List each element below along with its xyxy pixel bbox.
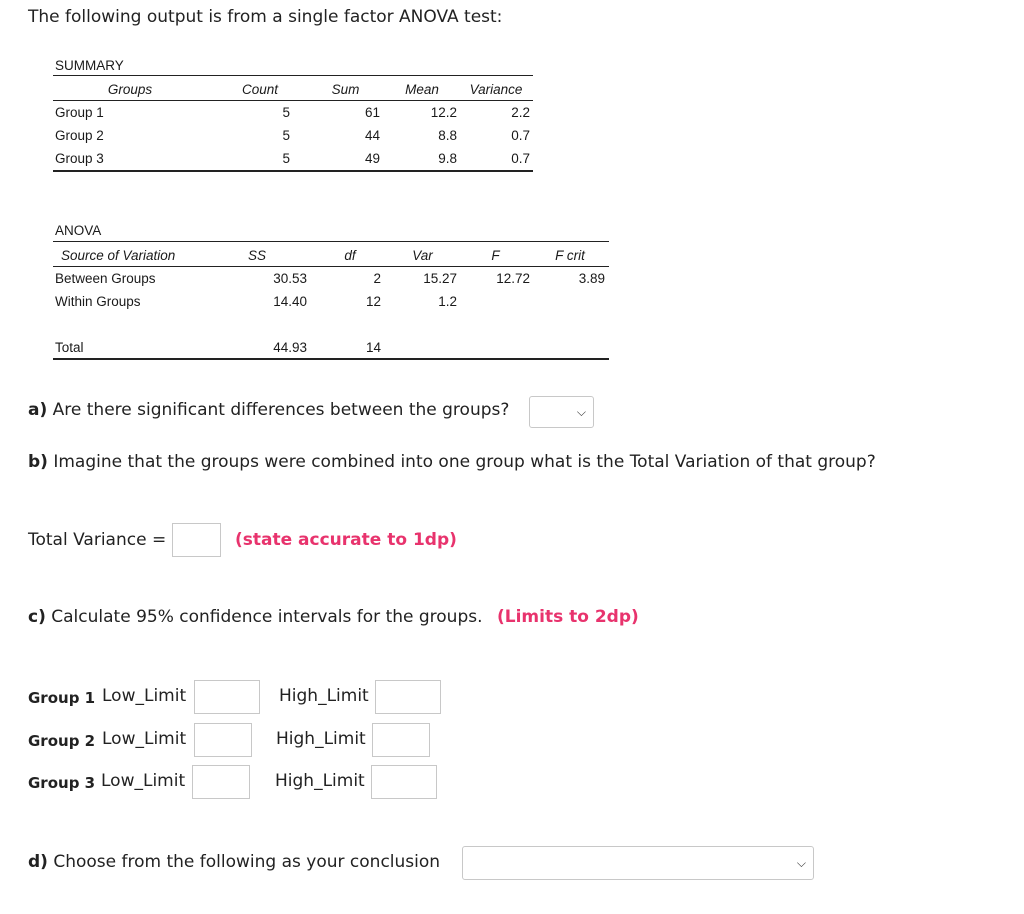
anova-header-f: F <box>491 248 500 263</box>
ci-group-label: Group 2 <box>28 732 96 750</box>
anova-f: 12.72 <box>496 271 530 286</box>
table-row-label: Group 1 <box>55 105 104 120</box>
question-b-text: Imagine that the groups were combined into one group what is the Total Variation of that group? <box>47 452 876 472</box>
ci-low-label: Low_Limit <box>102 729 187 749</box>
table-row-label: Between Groups <box>55 271 156 286</box>
question-a-text: Are there significant differences between the groups? <box>47 400 510 420</box>
ci-high-label: High_Limit <box>276 729 366 749</box>
chevron-down-icon: ⌵ <box>796 856 806 870</box>
summary-bottom-rule <box>53 170 533 172</box>
anova-header-rule <box>53 266 609 267</box>
chevron-down-icon: ⌵ <box>576 405 586 419</box>
question-c-prefix: c) <box>28 607 46 627</box>
table-row-label: Group 2 <box>55 128 104 143</box>
anova-var: 15.27 <box>423 271 457 286</box>
summary-count: 5 <box>282 105 290 120</box>
ci-low-input-group-1[interactable] <box>194 680 260 714</box>
summary-sum: 44 <box>364 128 380 143</box>
question-d <box>28 852 440 872</box>
summary-mean: 9.8 <box>438 151 457 166</box>
ci-high-input-group-1[interactable] <box>375 680 441 714</box>
question-d-text: Choose from the following as your conclusion <box>53 852 441 872</box>
table-row-label: Within Groups <box>55 294 141 309</box>
ci-high-input-group-2[interactable] <box>372 723 430 757</box>
summary-header-count: Count <box>241 82 279 97</box>
anova-bottom-rule <box>53 358 609 360</box>
question-a <box>28 400 509 420</box>
summary-variance: 2.2 <box>511 105 530 120</box>
table-row-label: Total <box>55 340 84 355</box>
summary-header-rule <box>53 100 533 101</box>
summary-variance: 0.7 <box>511 128 530 143</box>
anova-header-ss: SS <box>248 248 267 263</box>
summary-header-sum: Sum <box>331 82 360 97</box>
ci-low-label: Low_Limit <box>101 771 186 791</box>
table-row-label: Group 3 <box>55 151 104 166</box>
anova-header-var: Var <box>412 248 433 263</box>
significance-select[interactable] <box>529 396 594 428</box>
ci-high-input-group-3[interactable] <box>371 765 437 799</box>
question-c-note: (Limits to 2dp) <box>497 607 639 627</box>
question-c-text: Calculate 95% confidence intervals for the groups. <box>45 607 483 627</box>
anova-title: ANOVA <box>55 223 102 238</box>
summary-header-mean: Mean <box>405 82 439 97</box>
anova-top-rule <box>53 241 609 242</box>
ci-group-label: Group 1 <box>28 689 96 707</box>
summary-mean: 12.2 <box>430 105 457 120</box>
anova-df: 12 <box>365 294 381 309</box>
summary-sum: 61 <box>364 105 380 120</box>
anova-ss: 30.53 <box>273 271 307 286</box>
summary-sum: 49 <box>364 151 380 166</box>
summary-mean: 8.8 <box>438 128 457 143</box>
anova-header-fcrit: F crit <box>555 248 585 263</box>
ci-low-input-group-3[interactable] <box>192 765 250 799</box>
anova-header-df: df <box>344 248 356 263</box>
ci-low-input-group-2[interactable] <box>194 723 252 757</box>
anova-ss: 14.40 <box>273 294 307 309</box>
question-c <box>28 607 483 627</box>
ci-group-label: Group 3 <box>28 774 96 792</box>
intro-text: The following output is from a single factor ANOVA test: <box>28 7 503 27</box>
anova-header-source: Source of Variation <box>61 248 176 263</box>
question-b <box>28 452 876 472</box>
conclusion-select[interactable] <box>462 846 814 880</box>
ci-high-label: High_Limit <box>275 771 365 791</box>
anova-var: 1.2 <box>438 294 457 309</box>
ci-low-label: Low_Limit <box>102 686 187 706</box>
ci-high-label: High_Limit <box>279 686 369 706</box>
summary-variance: 0.7 <box>511 151 530 166</box>
summary-header-groups: Groups <box>107 82 153 97</box>
question-b-prefix: b) <box>28 452 48 472</box>
total-variance-note: (state accurate to 1dp) <box>235 530 457 550</box>
anova-df: 2 <box>373 271 381 286</box>
summary-title: SUMMARY <box>55 58 124 73</box>
total-variance-label: Total Variance = <box>28 530 167 550</box>
total-variance-input[interactable] <box>172 523 221 557</box>
question-d-prefix: d) <box>28 852 48 872</box>
anova-fcrit: 3.89 <box>578 271 605 286</box>
summary-header-variance: Variance <box>469 82 523 97</box>
summary-count: 5 <box>282 151 290 166</box>
question-a-prefix: a) <box>28 400 48 420</box>
anova-total-df: 14 <box>365 340 381 355</box>
summary-count: 5 <box>282 128 290 143</box>
summary-top-rule <box>53 75 533 76</box>
anova-total-ss: 44.93 <box>273 340 307 355</box>
